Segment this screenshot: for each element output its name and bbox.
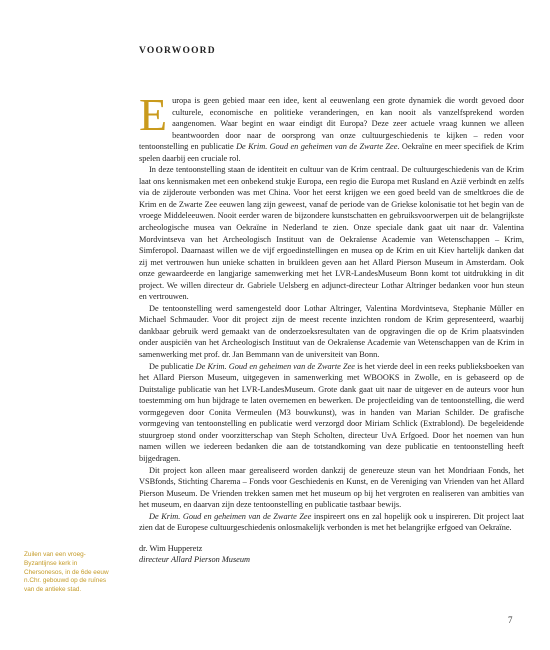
paragraph-closing	[139, 511, 524, 534]
signature-title: directeur Allard Pierson Museum	[139, 555, 250, 565]
paragraph-identity-text	[139, 165, 524, 301]
paragraph-intro	[139, 89, 524, 164]
paragraph-publication-text	[139, 362, 524, 463]
page-number: 7	[508, 615, 513, 625]
text-run: is het vierde deel in een reeks publieksboeken van het Allard Pierson Museum, uitgegeven in samenwerking met WBOOKS in Zwolle, en is gebaseerd op de Duitstalige publicatie van het LVR-LandesMuseum. Grote dank gaat uit naar de uitgever en de auteurs voor hun toestemming om hun bijdrage te laten overnemen en bewerken. De projectleiding van de tentoonstelling, die werd vormgegeven door Conita Vermeulen (M3 bouwkunst), was in handen van Marian Schilder. De grafische vormgeving van tentoonstelling en publicatie werd verzorgd door Miriam Schlick (Extrablond). De begeleidende stuurgroep stond onder voorzitterschap van Steph Scholten, directeur UvA Erfgoed. Door het noemen van hun namen willen we iedereen bedanken die aan de totstandkoming van deze publicatie en tentoonstelling heeft bijgedragen.	[139, 361, 524, 463]
paragraph-sponsors-text	[139, 466, 524, 510]
paragraph-publication	[139, 361, 524, 465]
image-caption: Zuilen van een vroeg-Byzantijnse kerk in Chersonesos, in de 6de eeuw n.Chr. gebouwd op de ruïnes van de antieke stad.	[24, 551, 109, 594]
paragraph-intro-text	[139, 89, 524, 163]
text-run: Dit project kon alleen maar gerealiseerd worden dankzij de genereuze steun van het Mondriaan Fonds, het VSBfonds, Stichting Charema – Fonds voor Geschiedenis en Kunst, en de Vereniging van Vrienden van het Allard Pierson Museum. De Vrienden trekken samen met het museum op bij het vergroten en realiseren van ambities van het museum, en daarvan zijn deze tentoonstelling en publicatie tastbaar bewijs.	[139, 465, 524, 510]
italic-title: De Krim. Goud en geheimen van de Zwarte Zee	[236, 142, 398, 152]
text-run: De publicatie	[149, 361, 196, 371]
paragraph-sponsors	[139, 465, 524, 511]
text-run: inspireert ons en zal hopelijk ook u inspireren. Dit project laat zien dat de Europese cultuurgeschiedenis onlosmakelijk verbonden is met het belangrijke erfgoed van Oekraïne.	[139, 511, 525, 533]
italic-title: De Krim. Goud en geheimen van de Zwarte Zee	[195, 361, 355, 371]
italic-title: De Krim. Goud en geheimen van de Zwarte Zee	[149, 511, 312, 521]
paragraph-curators	[139, 303, 524, 361]
text-run: De tentoonstelling werd samengesteld door Lothar Altringer, Valentina Mordvintseva, Stephanie Müller en Michael Schmauder. Voor dit project zijn de meest recente inzichten rondom de Krim gepresenteerd, waarbij dankbaar gebruik werd gemaakt van de onderzoeksresultaten van de opgravingen die op de Krim plaatsvinden onder auspiciën van het Archeologisch Instituut van de Oekraïense Academie van Wetenschappen van de Krim in samenwerking met prof. dr. Jan Bemmann van de universiteit van Bonn.	[139, 303, 524, 360]
text-run: uropa is geen gebied maar een idee, kent al eeuwenlang een grote dynamiek die wordt gevoed door culturele, economische en politieke veranderingen, en kan nooit als vanzelfsprekend worden aangenomen. Waar begint en waar eindigt dit Europa? Deze zeer actuele vraag kunnen we alleen beantwoorden door naar de oorsprong van onze cultuurgeschiedenis te kijken – reden voor tentoonstelling en publicatie	[139, 96, 524, 152]
text-run: In deze tentoonstelling staan de identiteit en cultuur van de Krim centraal. De cultuurgeschiedenis van de Krim laat ons kennismaken met een onbekend stukje Europa, een regio die Europa met Rusland en Azië verbindt en zelfs via de zijderoute verbonden was met China. Voor het eerst krijgen we een goed beeld van de smeltkroes die de Krim en de Zwarte Zee eeuwen lang zijn geweest, vanaf de periode van de Griekse kolonisatie tot het begin van de vroege Middeleeuwen. Nooit eerder waren de bijzondere kunstschatten en gebruiksvoorwerpen uit de belangrijkste archeologische musea van Oekraïne in Nederland te zien. Onze speciale dank gaat uit naar dr. Valentina Mordvintseva van het Archeologisch Instituut van de Oekraïense Academie van Wetenschappen – Krim, Simferopol. Daarnaast willen we de vijf ergoedinstellingen en musea op de Krim en uit Kiev hartelijk danken dat zij met vertrouwen hun unieke schatten in bruikleen geven aan het Allard Pierson Museum in Amsterdam. Ook onze gewaardeerde en langjarige samenwerking met het LVR-LandesMuseum Bonn komt tot uitdrukking in dit project. We willen directeur dr. Gabriele Uelsberg en adjunct-directeur Lothar Altringer bedanken voor hun steun en vertrouwen.	[139, 165, 524, 302]
body-text	[139, 89, 525, 566]
paragraph-identity	[139, 164, 524, 303]
text-run: . Oekraïne en meer specifiek de Krim spelen daarbij een cruciale rol.	[139, 142, 524, 163]
paragraph-closing-text	[139, 512, 524, 533]
drop-cap: E	[139, 89, 168, 140]
page-heading: VOORWOORD	[139, 46, 216, 56]
paragraph-curators-text	[139, 304, 524, 359]
signature-name: dr. Wim Hupperetz	[139, 543, 203, 553]
signature-block	[139, 543, 524, 566]
